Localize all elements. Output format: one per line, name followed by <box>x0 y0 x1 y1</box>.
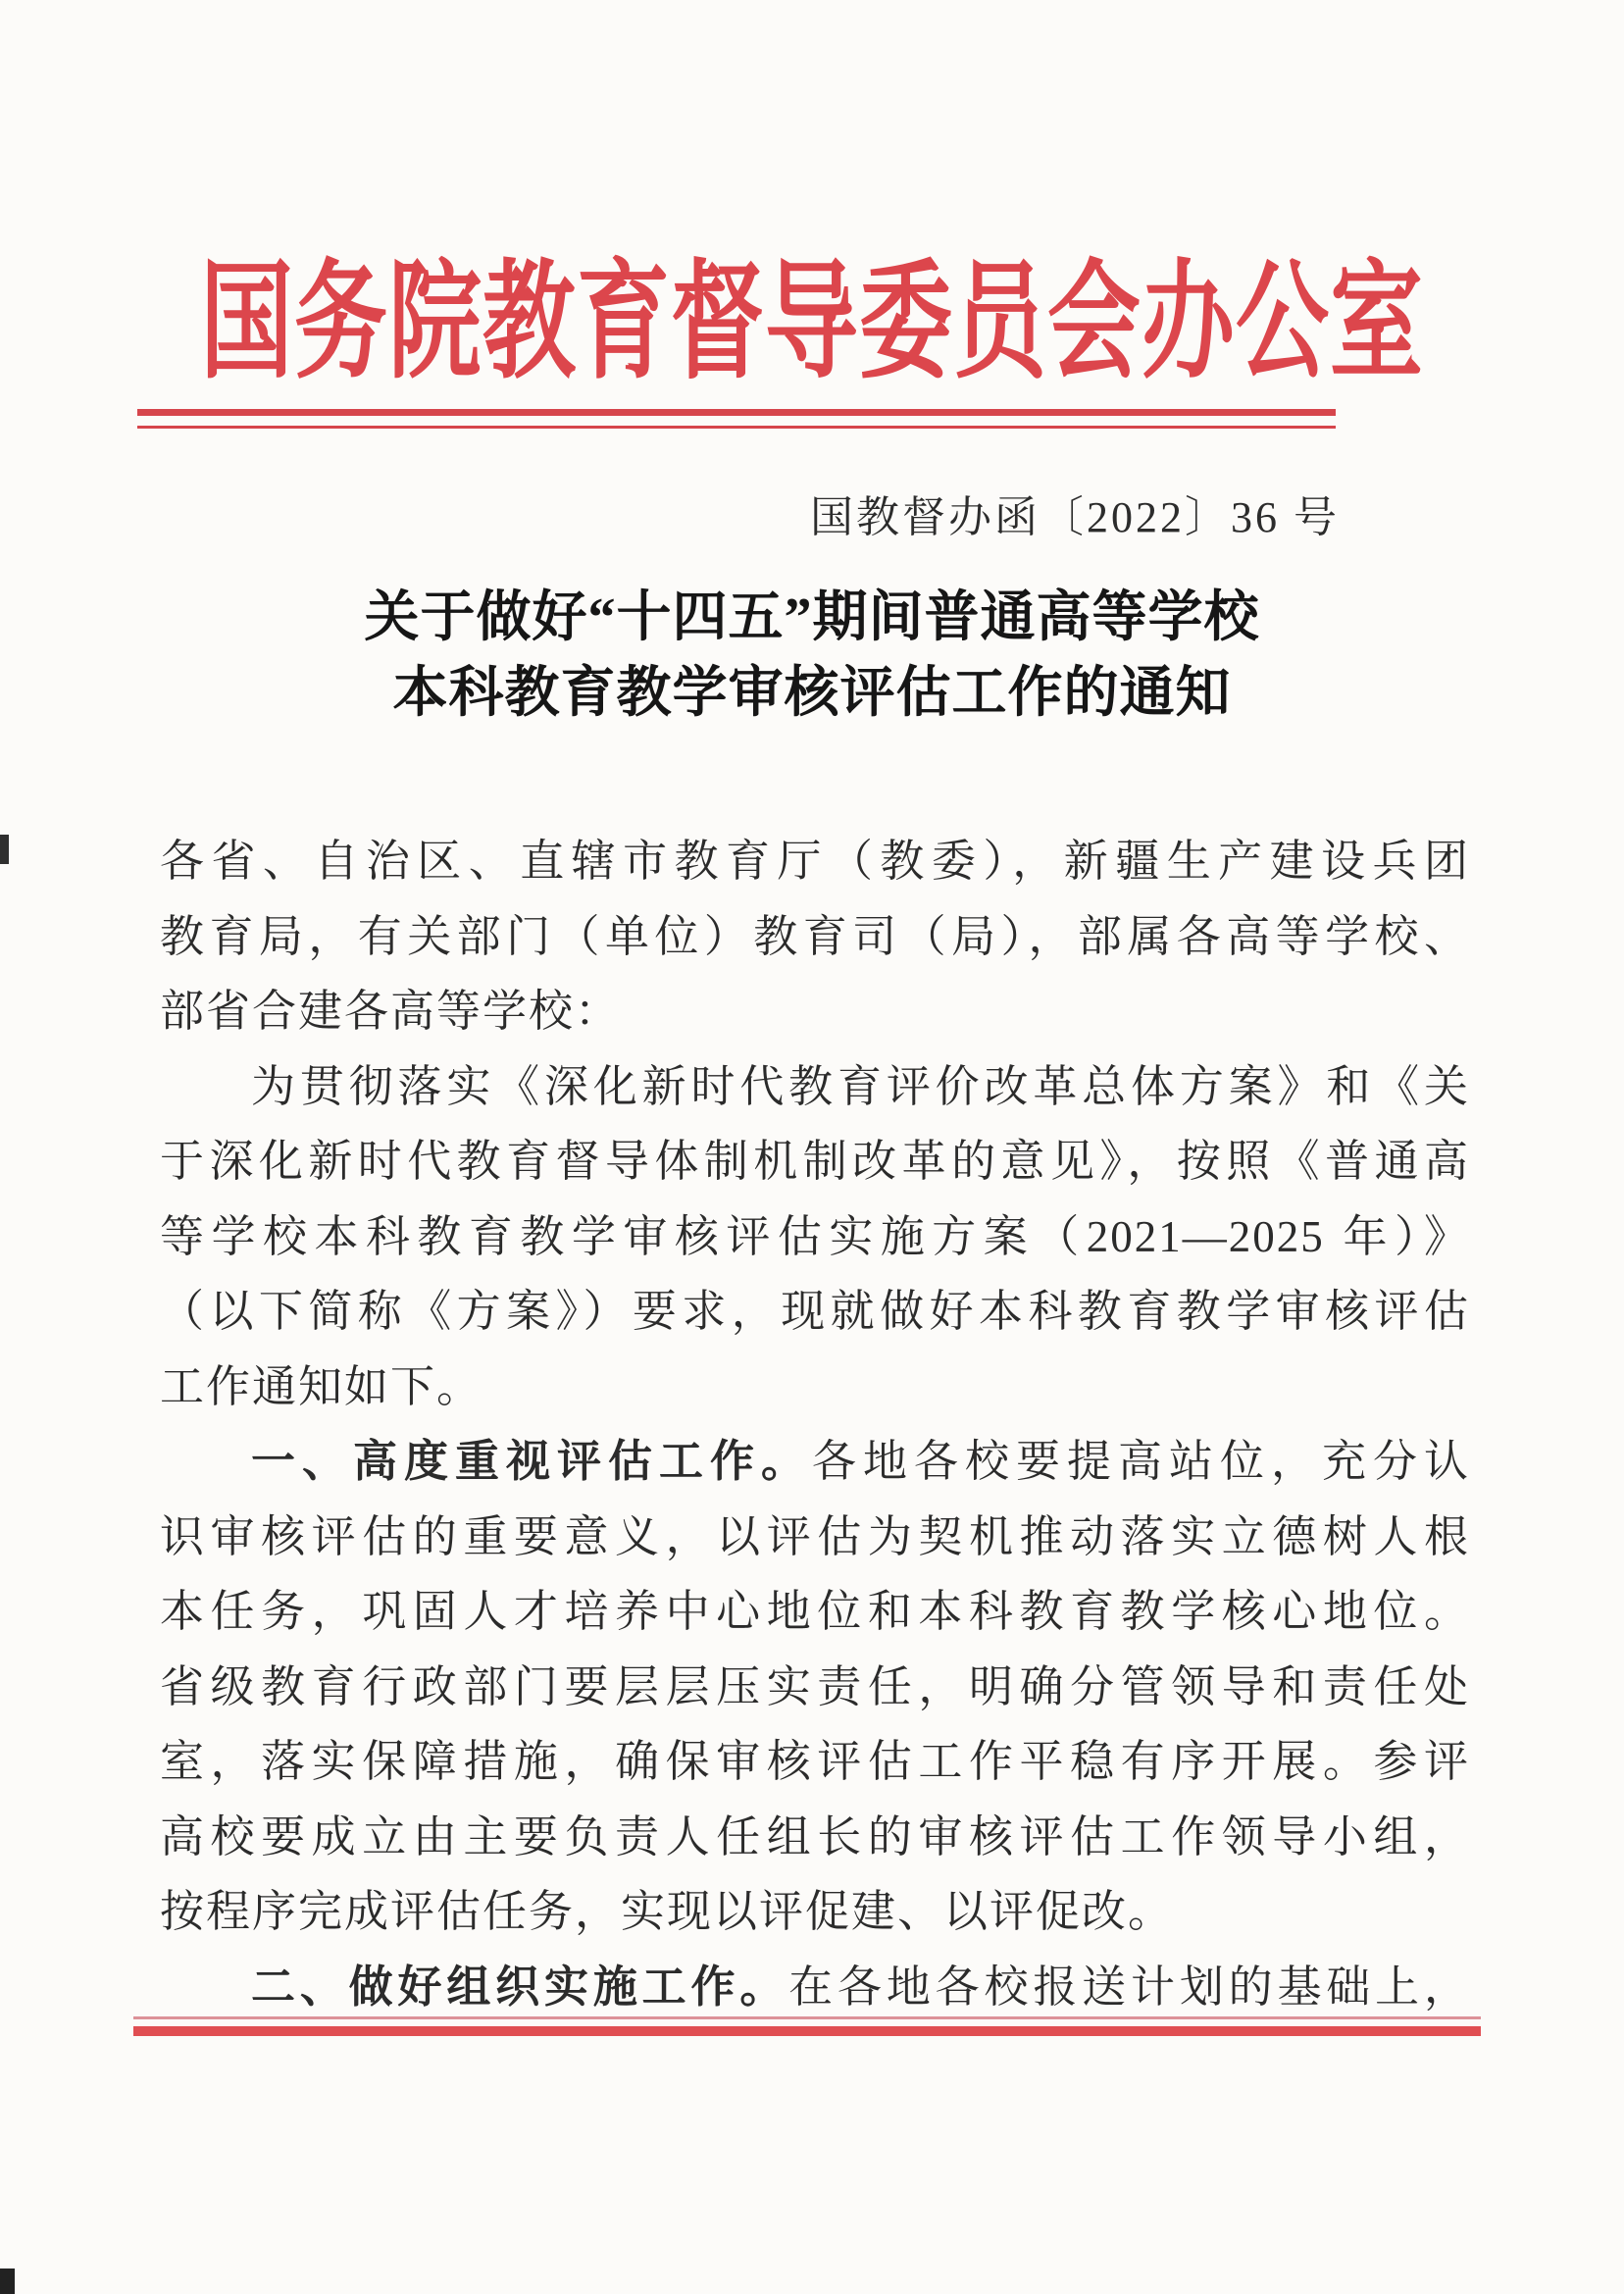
body-line <box>160 899 1470 975</box>
document-body <box>160 824 1470 2024</box>
header-rule-thick <box>137 409 1336 416</box>
body-line <box>160 1574 1470 1650</box>
document-title-line2: 本科教育教学审核评估工作的通知 <box>392 663 1232 724</box>
body-text: 在各地各校报送计划的基础上， <box>788 1962 1470 2012</box>
document-title-line1: 关于做好“十四五”期间普通高等学校 <box>364 587 1260 648</box>
scan-artifact <box>0 835 9 864</box>
body-text: 省级教育行政部门要层层压实责任，明确分管领导和责任处 <box>160 1661 1470 1711</box>
body-line <box>160 1350 1470 1425</box>
body-line <box>160 1199 1470 1275</box>
body-text: 部省合建各高等学校： <box>160 987 622 1036</box>
body-line <box>160 1049 1470 1125</box>
body-line <box>160 1874 1470 1950</box>
body-text: 室，落实保障措施，确保审核评估工作平稳有序开展。参评 <box>160 1737 1470 1786</box>
header-rule-thin <box>137 426 1336 429</box>
body-text: 为贯彻落实《深化新时代教育评价改革总体方案》和《关 <box>251 1061 1470 1111</box>
body-line <box>160 1800 1470 1875</box>
body-line <box>160 1274 1470 1350</box>
body-text: 于深化新时代教育督导体制机制改革的意见》，按照《普通高 <box>160 1137 1470 1186</box>
body-text: 识审核评估的重要意义，以评估为契机推动落实立德树人根 <box>160 1511 1470 1561</box>
body-text: （以下简称《方案》）要求，现就做好本科教育教学审核评估 <box>160 1287 1470 1336</box>
body-line <box>160 1650 1470 1725</box>
body-line <box>160 974 1470 1049</box>
document-number: 国教督办函〔2022〕36 号 <box>810 493 1340 541</box>
section-heading: 一、高度重视评估工作。 <box>251 1436 812 1486</box>
body-text: 各省、自治区、直辖市教育厅（教委），新疆生产建设兵团 <box>160 837 1470 886</box>
footer-rule-thin <box>133 2016 1481 2019</box>
body-text: 高校要成立由主要负责人任组长的审核评估工作领导小组， <box>160 1811 1470 1861</box>
body-text: 按程序完成评估任务，实现以评促建、以评促改。 <box>160 1887 1175 1936</box>
scan-artifact <box>0 2269 15 2294</box>
body-text: 工作通知如下。 <box>160 1361 483 1411</box>
body-text: 各地各校要提高站位，充分认 <box>812 1437 1470 1486</box>
body-line <box>160 1724 1470 1800</box>
body-line <box>160 1950 1470 2025</box>
document-title <box>0 581 1624 732</box>
body-text: 教育局，有关部门（单位）教育司（局），部属各高等学校、 <box>160 911 1470 961</box>
section-heading: 二、做好组织实施工作。 <box>251 1961 789 2012</box>
footer-rule-thick <box>133 2026 1481 2036</box>
body-line <box>160 824 1470 899</box>
body-text: 本任务，巩固人才培养中心地位和本科教育教学核心地位。 <box>160 1587 1470 1636</box>
body-line <box>160 1124 1470 1199</box>
body-line <box>160 1500 1470 1575</box>
body-line <box>160 1424 1470 1500</box>
issuing-org-title: 国务院教育督导委员会办公室 <box>199 250 1424 395</box>
body-text: 等学校本科教育教学审核评估实施方案（2021—2025 年）》 <box>160 1211 1470 1261</box>
